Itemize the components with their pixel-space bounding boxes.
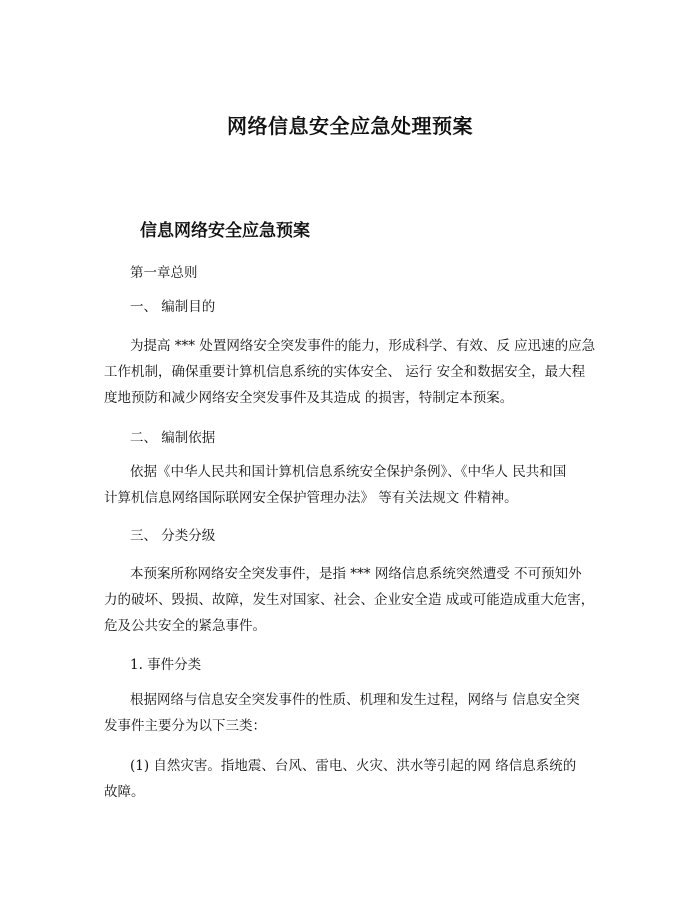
item3-heading: 三、 分类分级 [130, 528, 216, 544]
chapter-heading: 第一章总则 [130, 265, 198, 281]
item2-heading: 二、 编制依据 [130, 430, 216, 446]
sub1-body-line2: 发事件主要分为以下三类： [104, 718, 266, 734]
sub1-body-line1: 根据网络与信息安全突发事件的性质、机理和发生过程，网络与 信息安全突 [130, 692, 580, 708]
item2-body-line2: 计算机信息网络国际联网安全保护管理办法》 等有关法规文 件精神。 [104, 490, 518, 506]
sub1-item1-line1: (1) 自然灾害。指地震、台风、雷电、火灾、洪水等引起的网 络信息系统的 [130, 758, 577, 774]
section-title: 信息网络安全应急预案 [140, 221, 310, 241]
item3-body-line1: 本预案所称网络安全突发事件，是指 *** 网络信息系统突然遭受 不可预知外 [130, 566, 582, 582]
item1-body-line3: 度地预防和减少网络安全突发事件及其造成 的损害，特制定本预案。 [104, 390, 514, 406]
document-title: 网络信息安全应急处理预案 [227, 114, 473, 138]
item1-heading: 一、 编制目的 [130, 299, 216, 315]
item3-body-line2: 力的破坏、毁损、故障，发生对国家、社会、企业安全造 成或可能造成重大危害， [104, 592, 595, 608]
item1-body-line1: 为提高 *** 处置网络安全突发事件的能力，形成科学、有效、反 应迅速的应急 [130, 338, 596, 354]
sub1-item1-line2: 故障。 [104, 784, 145, 800]
item1-body-line2: 工作机制，确保重要计算机信息系统的实体安全、 运行 安全和数据安全，最大程 [104, 364, 586, 380]
item3-body-line3: 危及公共安全的紧急事件。 [104, 618, 266, 634]
sub1-heading: 1. 事件分类 [130, 657, 202, 673]
item2-body-line1: 依据《中华人民共和国计算机信息系统安全保护条例》、《中华人 民共和国 [130, 464, 567, 480]
